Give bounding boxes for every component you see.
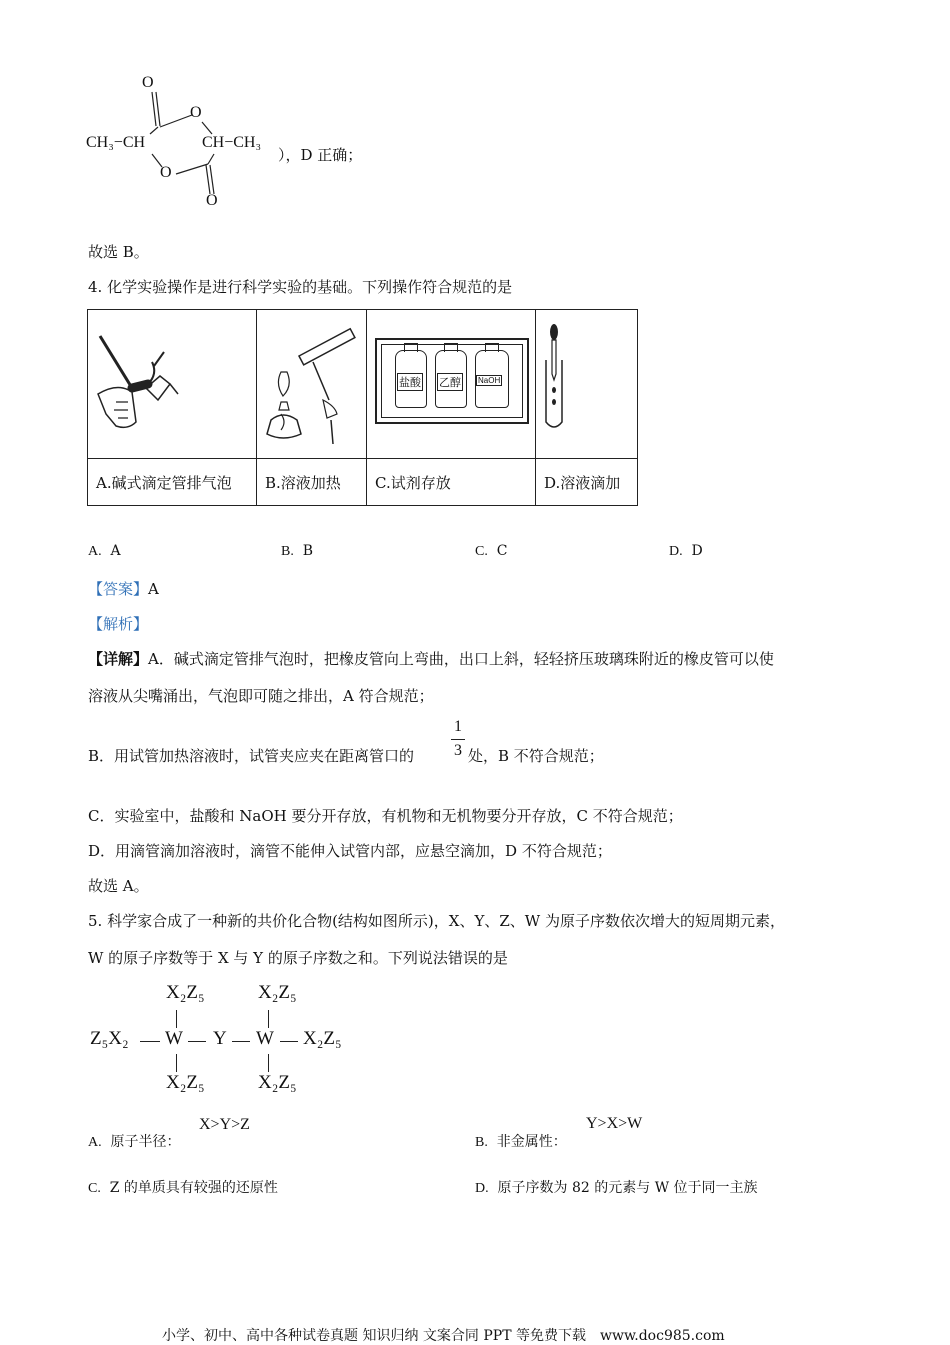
q4-answer <box>88 578 159 599</box>
q5-option-b-formula: Y>X>W <box>586 1115 643 1132</box>
q4-option-c: C. C <box>475 543 508 559</box>
answer-value: A <box>148 580 159 598</box>
q4-detail-c: C．实验室中，盐酸和 NaOH 要分开存放，有机物和无机物要分开存放，C 不符合规范； <box>88 807 683 825</box>
q4-detail-b: B．用试管加热溶液时，试管夹应夹在距离管口的 <box>88 747 415 765</box>
q4-detail-a-line1: 【详解】A．碱式滴定管排气泡时，把橡皮管向上弯曲，出口上斜，轻轻挤压玻璃珠附近的橡皮管可以使 <box>88 650 774 668</box>
group-top-right: X₂Z₅ <box>258 982 297 1003</box>
analysis-tag: 【解析】 <box>88 615 149 633</box>
cell-d-image <box>536 310 638 459</box>
q4-option-b: B. B <box>281 543 314 559</box>
fraction-numerator: 1 <box>454 718 462 735</box>
atom-w1: W <box>165 1028 183 1049</box>
ch-left-group: CH₃−CH <box>86 134 146 151</box>
q5-option-d: D. 原子序数为 82 的元素与 W 位于同一主族 <box>475 1180 758 1196</box>
cell-a-image <box>88 310 257 459</box>
bottle-naoh: NaOH <box>475 350 509 408</box>
ch-right-group: CH−CH₃ <box>202 134 262 151</box>
group-top-left: X₂Z₅ <box>166 982 205 1003</box>
fraction-denominator: 3 <box>454 742 462 759</box>
q5-stem-line2: W 的原子序数等于 X 与 Y 的原子序数之和。下列说法错误的是 <box>88 949 508 967</box>
detail-tag: 【详解】 <box>88 650 149 668</box>
cell-b-image <box>257 310 367 459</box>
q4-detail-b-post: 处，B 不符合规范； <box>468 747 604 765</box>
group-right: X₂Z₅ <box>303 1028 342 1049</box>
atom-y: Y <box>213 1028 227 1049</box>
o-ring-bottom: O <box>160 164 172 181</box>
ring-structure <box>84 72 284 217</box>
group-left: Z₅X₂ <box>90 1028 129 1049</box>
o-top: O <box>142 74 154 91</box>
q4-option-a: A. A <box>88 543 121 559</box>
label-c: C.试剂存放 <box>367 459 536 506</box>
q4-conclusion: 故选 A。 <box>88 877 149 895</box>
cell-c-image <box>367 310 536 459</box>
fraction-one-third <box>451 718 465 760</box>
label-a: A.碱式滴定管排气泡 <box>88 459 257 506</box>
bottle-ethanol: 乙醇 <box>435 350 467 408</box>
bottle-hcl: 盐酸 <box>395 350 427 408</box>
q5-option-a: A. 原子半径： <box>88 1134 181 1150</box>
q3-conclusion: 故选 B。 <box>88 243 149 261</box>
q5-option-b: B. 非金属性： <box>475 1134 567 1150</box>
answer-tag: 【答案】 <box>88 580 149 598</box>
o-bottom: O <box>206 192 218 209</box>
atom-w2: W <box>256 1028 274 1049</box>
q5-option-a-formula: X>Y>Z <box>199 1116 250 1133</box>
dropper-icon <box>536 310 637 454</box>
q3-suffix: ），D 正确； <box>278 146 363 164</box>
operations-table <box>87 309 638 506</box>
q4-stem: 4. 化学实验操作是进行科学实验的基础。下列操作符合规范的是 <box>88 278 513 296</box>
q4-option-d: D. D <box>669 543 703 559</box>
q4-detail-a-line2: 溶液从尖嘴涌出，气泡即可随之排出，A 符合规范； <box>88 687 434 705</box>
label-b: B.溶液加热 <box>257 459 367 506</box>
group-bottom-right: X₂Z₅ <box>258 1072 297 1093</box>
burette-bubble-icon <box>88 310 256 454</box>
test-tube-heating-icon <box>257 310 366 454</box>
q5-stem-line1: 5. 科学家合成了一种新的共价化合物(结构如图所示)，X、Y、Z、W 为原子序数依次增大的短周期元素， <box>88 912 785 930</box>
q5-option-c: C. Z 的单质具有较强的还原性 <box>88 1180 278 1196</box>
compound-structure <box>88 982 368 1102</box>
q4-detail-d: D．用滴管滴加溶液时，滴管不能伸入试管内部，应悬空滴加，D 不符合规范； <box>88 842 612 860</box>
group-bottom-left: X₂Z₅ <box>166 1072 205 1093</box>
label-d: D.溶液滴加 <box>536 459 638 506</box>
o-ring-top: O <box>190 104 202 121</box>
page-footer: 小学、初中、高中各种试卷真题 知识归纳 文案合同 PPT 等免费下载 www.doc985.com <box>162 1328 725 1344</box>
